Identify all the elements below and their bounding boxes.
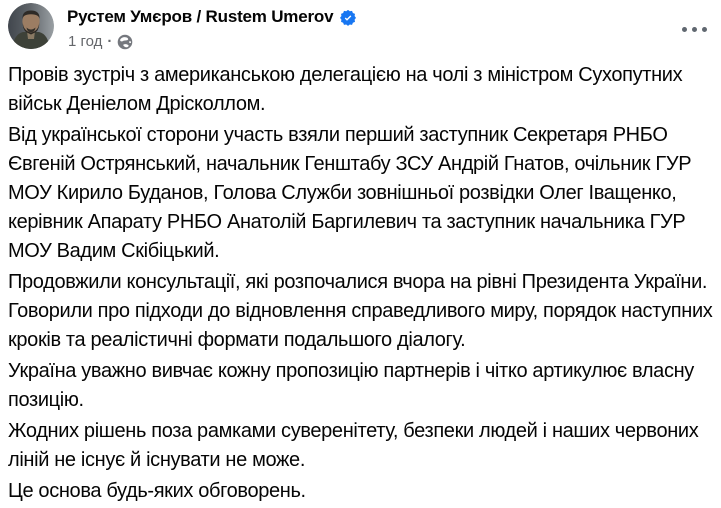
post-paragraph: Це основа будь-яких обговорень. xyxy=(8,480,306,502)
ellipsis-dot xyxy=(682,27,687,32)
post-paragraph: Провів зустріч з американською делегацією на чолі з міністром Сухопутних військ Деніелом Дрісколлом. xyxy=(8,64,683,115)
meta-separator: · xyxy=(107,32,113,50)
timestamp[interactable]: 1 год xyxy=(68,32,103,50)
post-paragraph: Жодних рішень поза рамками суверенітету, безпеки людей і наших червоних ліній не існує й існувати не може. xyxy=(8,420,699,471)
post-text xyxy=(8,61,714,508)
post-meta xyxy=(68,31,133,51)
globe-public-icon xyxy=(117,34,133,50)
ellipsis-dot xyxy=(692,27,697,32)
author-row xyxy=(67,6,356,28)
post-paragraph: Продовжили консультації, які розпочалися вчора на рівні Президента України. Говорили про підходи до відновлення справедливого миру, порядок наступних кроків та реалістичні формати подальшого діалогу. xyxy=(8,271,713,351)
avatar[interactable] xyxy=(8,3,54,49)
post-paragraph: Україна уважно вивчає кожну пропозицію партнерів і чітко артикулює власну позицію. xyxy=(8,360,694,411)
author-name[interactable]: Рустем Умєров / Rustem Umerov xyxy=(67,7,334,26)
more-options-button[interactable] xyxy=(674,18,714,40)
post-paragraph: Від української сторони участь взяли перший заступник Секретаря РНБО Євгеній Острянський, начальник Генштабу ЗСУ Андрій Гнатов, очільник ГУР МОУ Кирило Буданов, Голова Служби зовнішньої розвідки Олег Іващенко, керівник Апарату РНБО Анатолій Баргилевич та заступник начальника ГУР МОУ Вадим Скібіцький. xyxy=(8,124,692,262)
ellipsis-dot xyxy=(702,27,707,32)
verified-badge-icon xyxy=(340,10,356,26)
profile-photo-icon xyxy=(8,3,54,49)
